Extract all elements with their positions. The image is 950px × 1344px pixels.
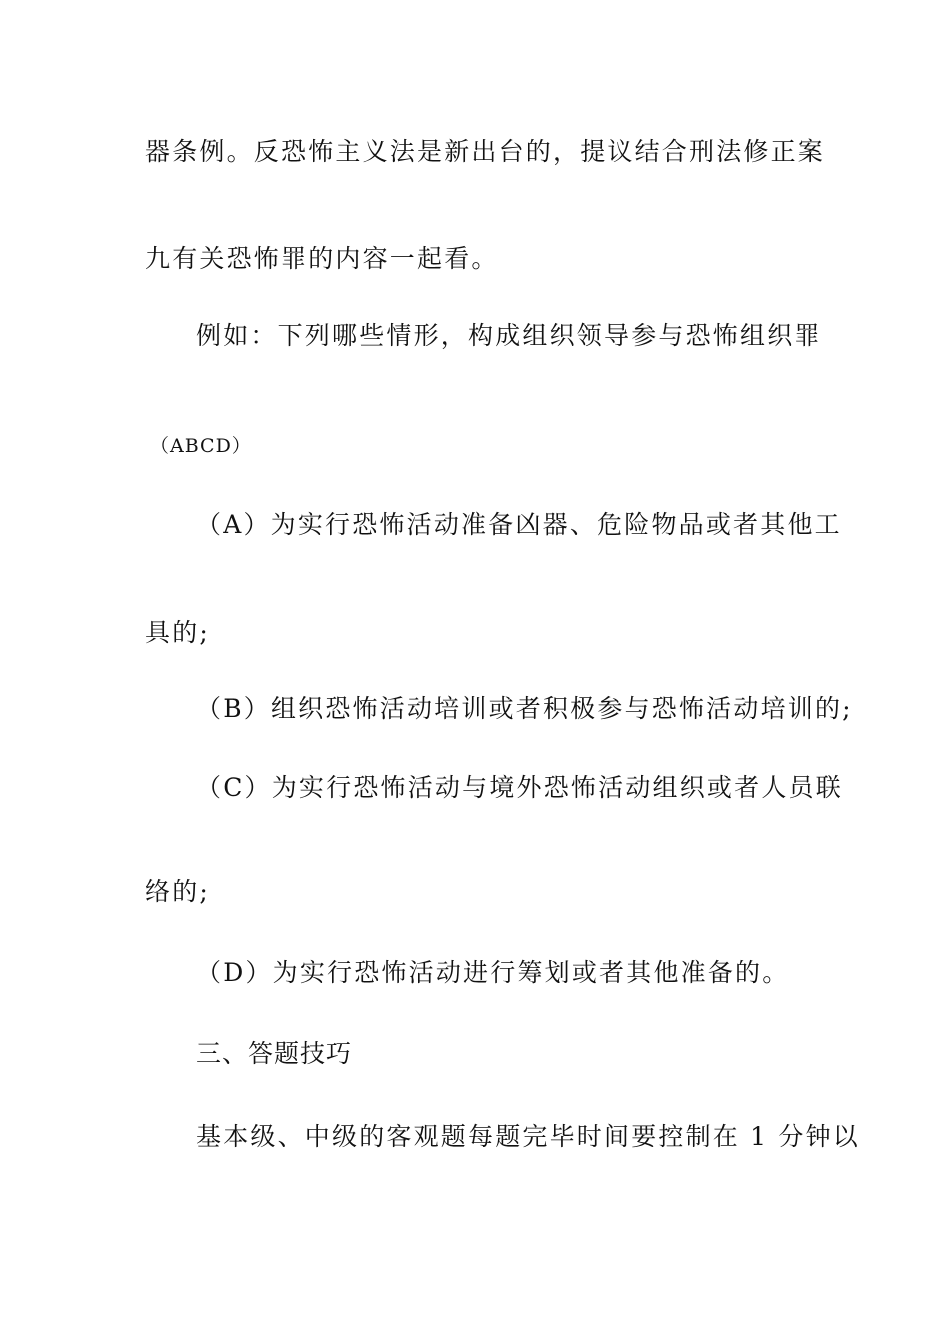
- section-heading: 三、答题技巧: [196, 1039, 353, 1068]
- question-stem-line: 例如：下列哪些情形，构成组织领导参与恐怖组织罪: [196, 321, 822, 350]
- tips-paragraph-line: 基本级、中级的客观题每题完毕时间要控制在 1 分钟以: [196, 1122, 861, 1151]
- option-d-line: （D）为实行恐怖活动进行筹划或者其他准备的。: [196, 958, 790, 987]
- paragraph-line-2: 九有关恐怖罪的内容一起看。: [145, 244, 499, 273]
- option-a-line-1: （A）为实行恐怖活动准备凶器、危险物品或者其他工: [196, 510, 842, 539]
- paragraph-line-1: 器条例。反恐怖主义法是新出台的，提议结合刑法修正案: [145, 137, 826, 166]
- option-a-line-2: 具的;: [145, 618, 211, 647]
- option-c-line-1: （C）为实行恐怖活动与境外恐怖活动组织或者人员联: [196, 773, 843, 802]
- question-answer: （ABCD）: [150, 435, 252, 457]
- option-c-line-2: 络的;: [145, 877, 211, 906]
- option-b-line: （B）组织恐怖活动培训或者积极参与恐怖活动培训的;: [196, 694, 853, 723]
